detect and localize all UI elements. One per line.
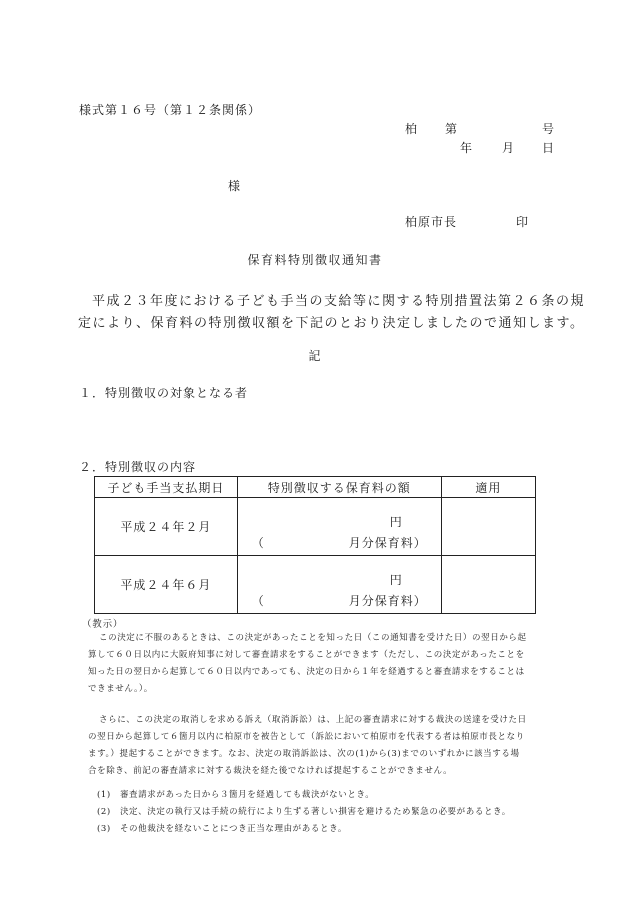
row-amount [237,498,441,556]
row-period: 平成２４年６月 [95,556,238,614]
yen-label: 円 [389,573,403,587]
issuer-name: 柏原市長 [405,215,458,229]
seal-mark: 印 [516,215,530,229]
table-header-row [95,477,536,498]
doc-number-go: 号 [542,122,556,136]
notice-line: 算して６０日以内に大阪府知事に対して審査請求をすることができます（ただし、この決定があったことを [88,650,525,660]
section-1-heading: １．特別徴収の対象となる者 [79,386,249,400]
table-row [95,556,536,614]
document-title: 保育料特別徴収通知書 [247,253,383,267]
notice-line: できません。）。 [88,684,153,694]
recipient-suffix: 様 [228,179,242,193]
date-month: 月 [502,141,516,155]
date-day: 日 [542,141,556,155]
notice-item: (3) その他裁決を経ないことにつき正当な理由があるとき。 [97,824,347,834]
notice-line: ます。）提起することができます。なお、決定の取消訴訟は、次の(1)から(3)までのいずれかに該当する場 [88,749,520,759]
notice-line: 合を除き、前記の審査請求に対する裁決を経た後でなければ提起することができません。 [88,766,453,776]
ki-mark: 記 [308,349,322,363]
paren-open: （ [251,536,265,550]
yen-label: 円 [389,515,403,529]
section-2-heading: ２．特別徴収の内容 [79,460,197,474]
paren-open: （ [251,594,265,608]
row-amount [237,556,441,614]
notice-paragraph-2 [88,712,527,780]
intro-line-2: 定により、保育料の特別徴収額を下記のとおり決定しましたので通知します。 [78,316,585,331]
date-year: 年 [460,141,474,155]
month-fee-label: 月分保育料） [348,594,427,608]
month-fee-label: 月分保育料） [348,536,427,550]
row-note [441,498,535,556]
notice-heading: （教示） [82,619,124,630]
notice-item: (1) 審査請求があった日から３箇月を経過しても裁決がないとき。 [97,790,375,800]
table-row [95,498,536,556]
intro-line-1: 平成２３年度における子ども手当の支給等に関する特別措置法第２６条の規 [92,294,586,309]
notice-line: この決定に不服のあるときは、この決定があったことを知った日（この通知書を受けた日）の翌日から起 [99,633,527,643]
doc-number-dai: 第 [445,122,459,136]
notice-line: 知った日の翌日から起算して６０日以内であっても、決定の日から１年を経過すると審査請求をすることは [88,667,525,677]
notice-items [97,787,511,838]
notice-paragraph-1 [88,630,527,698]
notice-item: (2) 決定、決定の執行又は手続の続行により生ずる著しい損害を避けるため緊急の必要があるとき。 [97,807,511,817]
doc-number-city: 柏 [405,122,419,136]
header-payment-date: 子ども手当支払期日 [95,477,238,498]
header-amount: 特別徴収する保育料の額 [237,477,441,498]
row-period: 平成２４年２月 [95,498,238,556]
row-note [441,556,535,614]
collection-table [94,476,536,614]
header-note: 適用 [441,477,535,498]
form-number: 様式第１６号（第１２条関係） [79,103,262,117]
notice-line: の翌日から起算して６箇月以内に柏原市を被告として（訴訟において柏原市を代表する者は柏原市長となり [88,732,525,742]
notice-line: さらに、この決定の取消しを求める訴え（取消訴訟）は、上記の審査請求に対する裁決の送達を受けた日 [99,715,527,725]
